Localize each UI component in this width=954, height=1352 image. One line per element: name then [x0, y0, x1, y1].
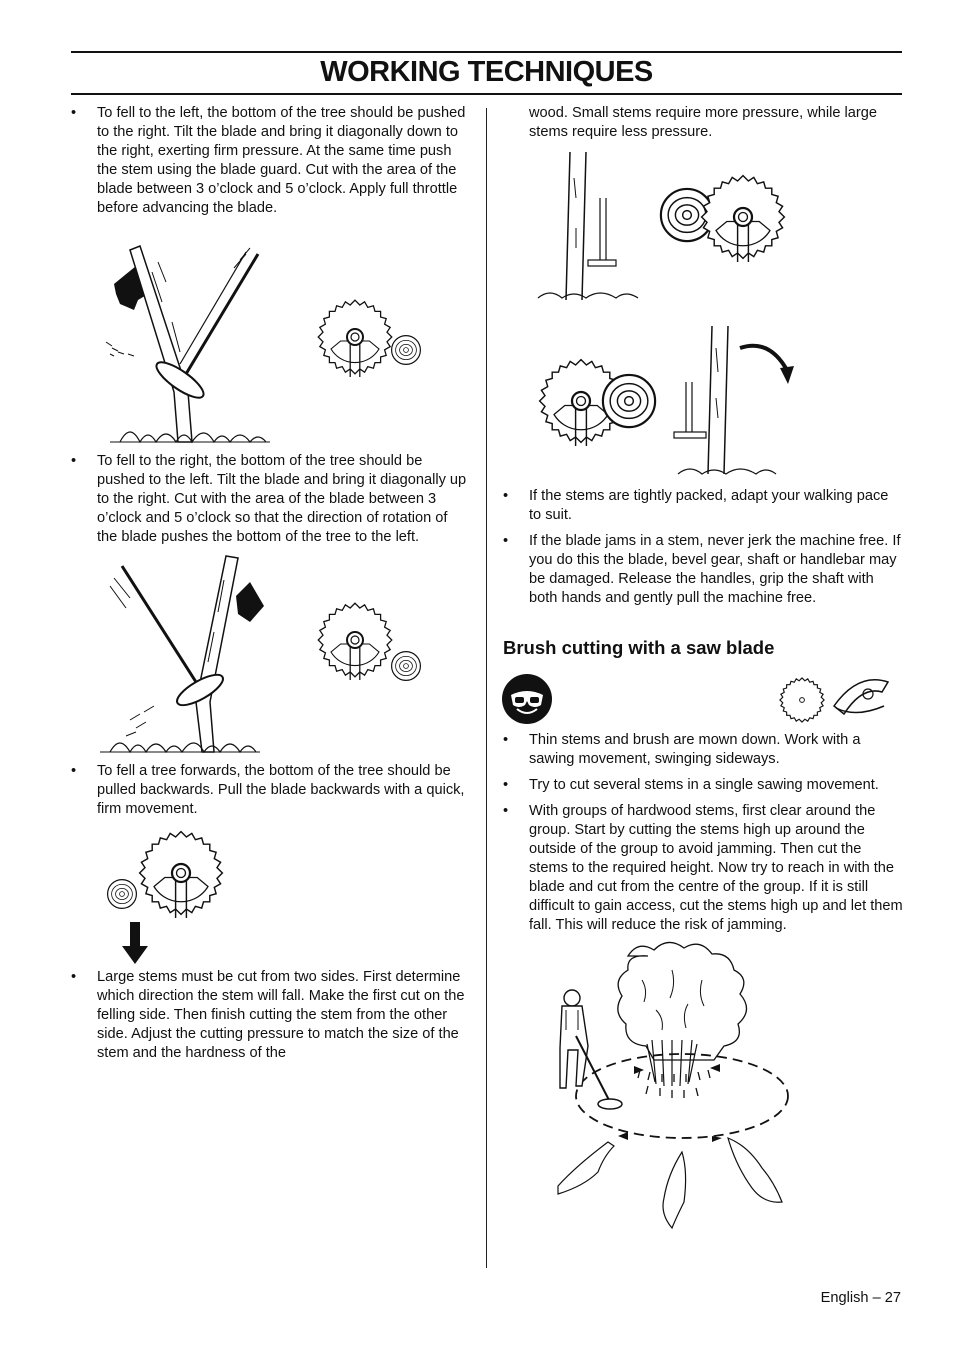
- saw-blade-icon: [318, 300, 392, 385]
- column-divider: [486, 108, 487, 1268]
- bullet-text: Large stems must be cut from two sides. First determine which direction the stem will fall. Make the first cut on the felling side. Then finish cutting the stem from the other side. Adjust the cutting pressure to match the size of the stem and the hardness of the: [97, 969, 465, 1061]
- figure-fell-forwards: [100, 826, 300, 966]
- stump-icon: [108, 880, 137, 909]
- arrow-icon: [236, 582, 264, 622]
- blade-guard-icon: [830, 676, 892, 720]
- arrow-icon: [618, 1132, 628, 1140]
- header-top-rule: [71, 51, 902, 53]
- bullet-dot: •: [503, 533, 509, 549]
- operator-figure: [560, 990, 622, 1109]
- bullet-dot: •: [71, 969, 77, 985]
- arrow-icon: [122, 922, 148, 964]
- bullet-large-stems: [71, 968, 469, 1063]
- bullet-fell-left: [71, 104, 469, 218]
- bullet-text: With groups of hardwood stems, first clear around the group. Start by cutting the stems high up around the outside of the group to avoid jamming. Then cut the stems to the required height. Now try to reach in with the blade and cut from the centre of the group. If it is still difficult to gain access, cut the stems high up and let them fall. This will reduce the risk of jamming.: [529, 803, 903, 933]
- bullet-hardwood-groups: [503, 802, 903, 935]
- bullet-dot: •: [503, 732, 509, 748]
- stump-icon: [392, 336, 421, 365]
- fallen-branch: [728, 1138, 782, 1202]
- bullet-text: To fell to the right, the bottom of the tree should be pushed to the left. Tilt the blade and bring it diagonally up to the right. Cut with the area of the blade between 3 o’clock and 5 o’clock so that the direction of rotation of the blade pushes the bottom of the tree to the left.: [97, 453, 467, 545]
- arrow-icon: [712, 1136, 722, 1142]
- bullet-dot: •: [71, 763, 77, 779]
- arrow-icon: [780, 366, 794, 384]
- bullet-dot: •: [503, 777, 509, 793]
- bullet-thin-stems: [503, 731, 901, 769]
- header-bottom-rule: [71, 93, 902, 95]
- saw-blade-icon: [140, 832, 223, 927]
- bullet-text: If the blade jams in a stem, never jerk the machine free. If you do this the blade, bevel gear, shaft or handlebar may be damaged. Release the handles, grip the shaft with both hands and gently pull the machine free.: [529, 533, 901, 606]
- bullet-dot: •: [503, 803, 509, 819]
- figure-fell-right: [100, 552, 480, 757]
- stump-icon: [603, 375, 655, 427]
- bullet-several-stems: [503, 776, 907, 795]
- bullet-text: To fell a tree forwards, the bottom of the tree should be pulled backwards. Pull the blade backwards with a quick, firm movement.: [97, 763, 465, 817]
- continuation-text: wood. Small stems require more pressure, while large stems require less pressure.: [529, 105, 877, 140]
- bullet-text: To fell to the left, the bottom of the tree should be pushed to the right. Tilt the blade and bring it diagonally down to the right, exerting firm pressure. At the same time push the stem using the blade guard. Cut with the area of the blade between 3 o’clock and 5 o’clock. Apply full throttle before advancing the blade.: [97, 105, 466, 216]
- bullet-fell-right: [71, 452, 469, 547]
- bullet-dot: •: [71, 105, 77, 121]
- page-title: WORKING TECHNIQUES: [320, 56, 653, 88]
- section-heading: Brush cutting with a saw blade: [503, 637, 775, 658]
- figure-two-sides: [530, 148, 810, 478]
- figure-fell-left: [100, 242, 480, 447]
- bullet-blade-jams: [503, 532, 901, 608]
- bullet-text: Try to cut several stems in a single sawing movement.: [529, 777, 879, 793]
- arrow-icon: [710, 1064, 720, 1072]
- figure-brush-clearing: [532, 940, 812, 1230]
- bullet-dot: •: [503, 488, 509, 504]
- saw-blade-icon: [778, 676, 826, 724]
- page-footer: English – 27: [820, 1290, 901, 1306]
- saw-blade-icon: [318, 603, 392, 688]
- bullet-tightly-packed: [503, 487, 901, 525]
- protective-glasses-icon: [501, 673, 553, 725]
- bullet-text: If the stems are tightly packed, adapt your walking pace to suit.: [529, 488, 889, 523]
- fallen-branch: [663, 1152, 686, 1228]
- bullet-dot: •: [71, 453, 77, 469]
- stump-icon: [392, 652, 421, 681]
- bullet-text: Thin stems and brush are mown down. Work with a sawing movement, swinging sideways.: [529, 732, 861, 767]
- fallen-branch: [558, 1142, 614, 1194]
- saw-blade-icon: [702, 176, 785, 271]
- bullet-fell-forwards: [71, 762, 469, 819]
